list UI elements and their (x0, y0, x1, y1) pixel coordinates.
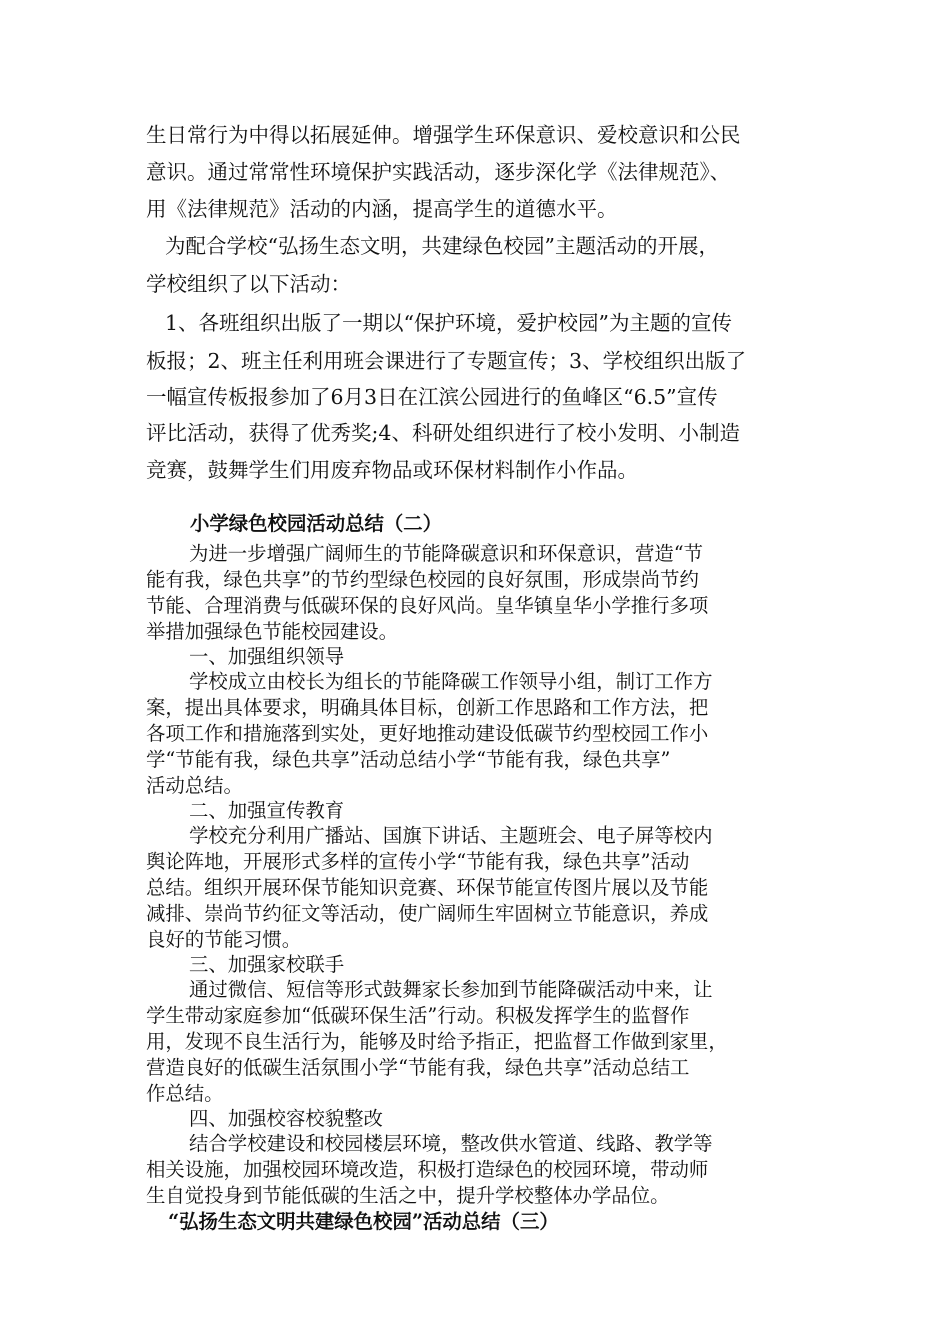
paragraph-line: 通过微信、短信等形式鼓舞家长参加到节能降碳活动中来，让 (189, 978, 713, 1001)
paragraph-line: 一幅宣传板报参加了6月3日在江滨公园进行的鱼峰区“6.5”宣传 (146, 385, 718, 409)
paragraph-line: 用，发现不良生活行为，能够及时给予指正，把监督工作做到家里， (146, 1030, 728, 1053)
paragraph-line: 为配合学校“弘扬生态文明，共建绿色校园”主题活动的开展， (165, 234, 719, 258)
paragraph-line: 结合学校建设和校园楼层环境，整改供水管道、线路、教学等 (189, 1132, 713, 1155)
paragraph-line: 学生带动家庭参加“低碳环保生活”行动。积极发挥学生的监督作 (146, 1004, 690, 1027)
paragraph-line: 良好的节能习惯。 (146, 928, 302, 951)
paragraph-line: 生自觉投身到节能低碳的生活之中，提升学校整体办学品位。 (146, 1184, 670, 1207)
paragraph-line: 1、各班组织出版了一期以“保护环境，爱护校园”为主题的宣传 (165, 311, 733, 335)
paragraph-line: 总结。组织开展环保节能知识竞赛、环保节能宣传图片展以及节能 (146, 876, 709, 899)
paragraph-line: 学校组织了以下活动： (146, 272, 351, 296)
paragraph-line: 用《法律规范》活动的内涵，提高学生的道德水平。 (146, 197, 618, 221)
subheading: 二、加强宣传教育 (189, 799, 345, 822)
paragraph-line: 相关设施，加强校园环境改造，积极打造绿色的校园环境，带动师 (146, 1158, 709, 1181)
paragraph-line: 举措加强绿色节能校园建设。 (146, 620, 399, 643)
subheading: 一、加强组织领导 (189, 645, 345, 668)
paragraph-line: 学“节能有我，绿色共享”活动总结小学“节能有我，绿色共享” (146, 748, 671, 771)
paragraph-line: 学校成立由校长为组长的节能降碳工作领导小组，制订工作方 (189, 670, 713, 693)
paragraph-line: 活动总结。 (146, 774, 243, 797)
paragraph-line: 能有我，绿色共享”的节约型绿色校园的良好氛围，形成崇尚节约 (146, 568, 699, 591)
subheading: 四、加强校容校貌整改 (189, 1107, 383, 1130)
paragraph-line: 各项工作和措施落到实处，更好地推动建设低碳节约型校园工作小 (146, 722, 709, 745)
paragraph-line: 生日常行为中得以拓展延伸。增强学生环保意识、爱校意识和公民 (146, 123, 741, 147)
paragraph-line: 竞赛，鼓舞学生们用废弃物品或环保材料制作小作品。 (146, 458, 638, 482)
paragraph-line: 减排、崇尚节约征文等活动，使广阔师生牢固树立节能意识，养成 (146, 902, 709, 925)
paragraph-line: 案，提出具体要求，明确具体目标，创新工作思路和工作方法，把 (146, 696, 709, 719)
section-title: 小学绿色校园活动总结（二） (190, 512, 443, 535)
paragraph-line: 营造良好的低碳生活氛围小学“节能有我，绿色共享”活动总结工 (146, 1056, 690, 1079)
subheading: 三、加强家校联手 (189, 953, 345, 976)
paragraph-line: 学校充分利用广播站、国旗下讲话、主题班会、电子屏等校内 (189, 824, 713, 847)
paragraph-line: 意识。通过常常性环境保护实践活动，逐步深化学《法律规范》、 (146, 160, 731, 184)
paragraph-line: 节能、合理消费与低碳环保的良好风尚。皇华镇皇华小学推行多项 (146, 594, 709, 617)
paragraph-line: 板报；2、班主任利用班会课进行了专题宣传；3、学校组织出版了 (146, 349, 747, 373)
paragraph-line: 舆论阵地，开展形式多样的宣传小学“节能有我，绿色共享”活动 (146, 850, 690, 873)
paragraph-line: 为进一步增强广阔师生的节能降碳意识和环保意识，营造“节 (189, 542, 704, 565)
paragraph-line: 评比活动，获得了优秀奖;4、科研处组织进行了校小发明、小制造 (146, 421, 740, 445)
section-title: “弘扬生态文明共建绿色校园”活动总结（三） (168, 1210, 559, 1233)
paragraph-line: 作总结。 (146, 1082, 224, 1105)
